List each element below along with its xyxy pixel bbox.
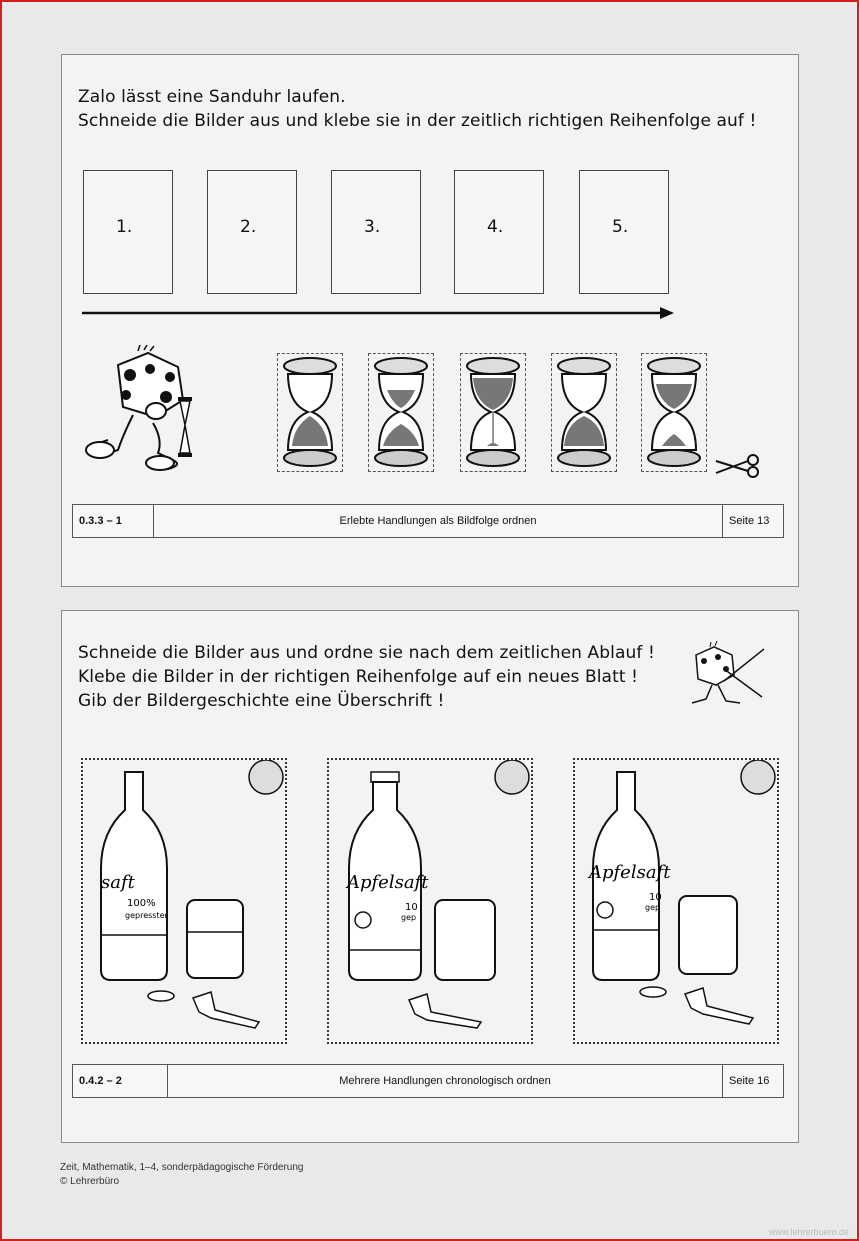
juice-picture-3[interactable] — [573, 758, 779, 1044]
juice-picture-2[interactable] — [327, 758, 533, 1044]
bottle-label-sub: gepresster — [125, 911, 168, 920]
bottle-label-percent: 10 — [649, 892, 662, 903]
juice-picture-1[interactable] — [81, 758, 287, 1044]
bottle-label: Apfelsaft — [589, 862, 671, 883]
bottle-label-sub: gep — [401, 913, 417, 922]
hourglass-icon — [278, 354, 342, 471]
worksheet-card-hourglass — [61, 54, 799, 587]
box-number: 3. — [364, 217, 381, 237]
zalo-character-icon — [78, 345, 198, 475]
footer-code: 0.3.3 – 1 — [79, 515, 122, 527]
hourglass-icon — [461, 354, 525, 471]
footer-page: Seite 16 — [729, 1075, 770, 1087]
card-footer — [72, 504, 784, 538]
time-arrow — [82, 305, 674, 321]
hourglass-icon — [369, 354, 433, 471]
instruction-line-3: Gib der Bildergeschichte eine Überschrift ! — [78, 691, 445, 711]
instruction-line-2: Klebe die Bilder in der richtigen Reihenfolge auf ein neues Blatt ! — [78, 667, 639, 687]
sequence-box-4 — [454, 170, 544, 294]
box-number: 1. — [116, 217, 133, 237]
card-footer — [72, 1064, 784, 1098]
watermark: www.lehrerbuero.de — [768, 1227, 849, 1237]
scissors-icon — [714, 453, 762, 479]
sequence-box-5 — [579, 170, 669, 294]
hourglass-picture-3[interactable] — [460, 353, 526, 472]
box-number: 2. — [240, 217, 257, 237]
bottle-label-sub: gep — [645, 903, 661, 912]
bottle-label-percent: 100% — [127, 898, 156, 909]
sequence-box-2 — [207, 170, 297, 294]
footer-code: 0.4.2 – 2 — [79, 1075, 122, 1087]
bottle-label: saft — [101, 872, 135, 893]
instruction-line-1: Zalo lässt eine Sanduhr laufen. — [78, 87, 346, 107]
box-number: 4. — [487, 217, 504, 237]
juice-bottle-closed-icon — [329, 760, 531, 1042]
bottle-label: Apfelsaft — [347, 872, 429, 893]
footer-title: Mehrere Handlungen chronologisch ordnen — [339, 1075, 551, 1087]
sequence-box-3 — [331, 170, 421, 294]
hourglass-picture-1[interactable] — [277, 353, 343, 472]
hourglass-picture-2[interactable] — [368, 353, 434, 472]
juice-bottle-full-icon — [575, 760, 777, 1042]
hourglass-picture-5[interactable] — [641, 353, 707, 472]
hourglass-icon — [552, 354, 616, 471]
juice-bottle-opened-icon — [83, 760, 285, 1042]
sequence-box-1 — [83, 170, 173, 294]
footer-title: Erlebte Handlungen als Bildfolge ordnen — [339, 515, 537, 527]
instruction-line-2: Schneide die Bilder aus und klebe sie in der zeitlich richtigen Reihenfolge auf ! — [78, 111, 757, 131]
instruction-line-1: Schneide die Bilder aus und ordne sie nach dem zeitlichen Ablauf ! — [78, 643, 655, 663]
hourglass-icon — [642, 354, 706, 471]
footer-page: Seite 13 — [729, 515, 770, 527]
box-number: 5. — [612, 217, 629, 237]
worksheet-card-juice — [61, 610, 799, 1143]
zalo-with-scissors-icon — [682, 641, 768, 709]
page-footer-line-1: Zeit, Mathematik, 1–4, sonderpädagogische Förderung — [60, 1162, 304, 1173]
bottle-label-percent: 10 — [405, 902, 418, 913]
hourglass-picture-4[interactable] — [551, 353, 617, 472]
page-footer-line-2: © Lehrerbüro — [60, 1176, 120, 1187]
